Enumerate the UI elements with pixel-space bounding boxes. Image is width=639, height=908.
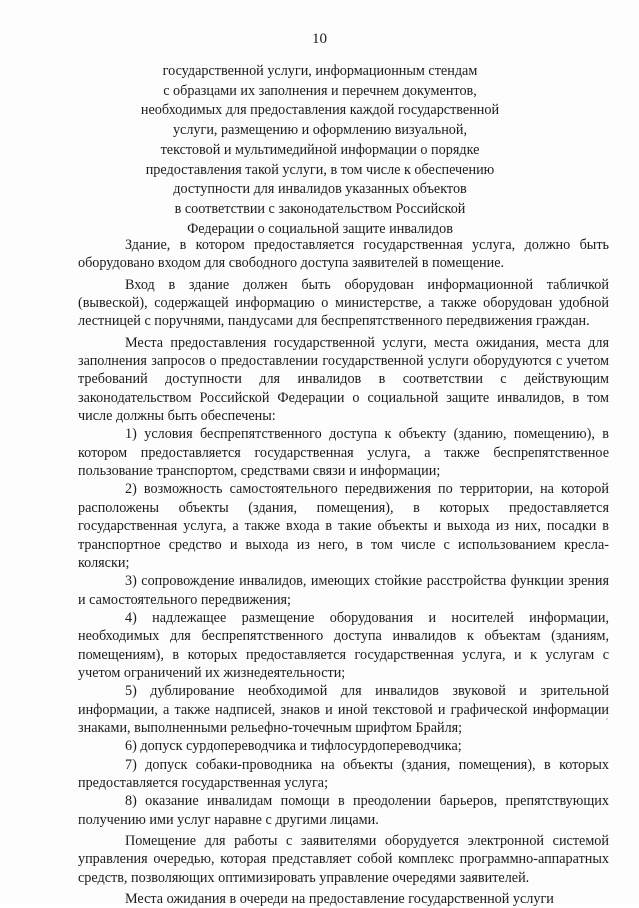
list-item-6: 6) допуск сурдопереводчика и тифлосурдопереводчика; [125,738,462,755]
list-item-2: 2) возможность самостоятельного передвижения по территории, на которой расположены объекты (здания, помещения), в которых предоставляется государственная услуга, а также входа в такие объекты и выхода из них, посадки в транспортное средство и выхода из него, в том числе с использованием кресла-коляски; [78,481,609,571]
scan-speck [606,718,608,720]
heading-line: с образцами их заполнения и перечнем документов, [163,82,477,99]
list-item-7: 7) допуск собаки-проводника на объекты (здания, помещения), в которых предоставляется государственная услуга; [78,756,609,791]
list-item-8: 8) оказание инвалидам помощи в преодолении барьеров, препятствующих получению ими услуг наравне с другими лицами. [78,793,609,828]
scan-speck [596,578,599,581]
list-item-3: 3) сопровождение инвалидов, имеющих стойкие расстройства функции зрения и самостоятельного передвижения; [78,573,609,608]
list-item-5: 5) дублирование необходимой для инвалидов звуковой и зрительной информации, а также надписей, знаков и иной текстовой и графической информации знаками, выполненными рельефно-точечным шрифтом Брайля; [78,683,609,736]
page-number: 10 [312,31,327,47]
paragraph-accessibility-requirements: Места предоставления государственной услуги, места ожидания, места для заполнения запросов о предоставлении государственной услуги оборудуются с учетом требований доступности для инвалидов в соответствии с действующим законодательством Российской Федерации о социальной защите инвалидов, в том числе должны быть обеспечены: [78,334,609,425]
paragraph-entrance-signage: Вход в здание должен быть оборудован информационной табличкой (вывеской), содержащей информацию о министерстве, а также оборудован удобной лестницей с поручнями, пандусами для беспрепятственного передвижения граждан. [78,276,609,330]
list-item-1: 1) условия беспрепятственного доступа к объекту (зданию, помещению), в котором предоставляется государственная услуга, а также беспрепятственное пользование транспортом, средствами связи и информации; [78,426,609,480]
heading-line: в соответствии с законодательством Российской [174,200,466,217]
heading-line: доступности для инвалидов указанных объектов [173,181,467,198]
heading-line: текстовой и мультимедийной информации о порядке [160,141,480,158]
heading-line: услуги, размещению и оформлению визуальной, [172,122,468,139]
heading-line: государственной услуги, информационным стендам [162,63,478,79]
section-heading [60,62,580,239]
heading-line: предоставления такой услуги, в том числе к обеспечению [145,161,495,178]
paragraph-building-entrance: Здание, в котором предоставляется государственная услуга, должно быть оборудовано входом для свободного доступа заявителей в помещение. [78,237,609,272]
heading-line: необходимых для предоставления каждой государственной [140,102,500,119]
heading-line: Федерации о социальной защите инвалидов [187,220,453,237]
document-body [78,236,609,908]
list-item-4: 4) надлежащее размещение оборудования и носителей информации, необходимых для беспрепятственного доступа инвалидов к объектам (зданиям, помещениям), в которых предоставляется государственная услуга, и к услугам с учетом ограничений их жизнедеятельности; [78,609,609,681]
paragraph-waiting-area: Места ожидания в очереди на предоставление государственной услуги [125,891,554,908]
paragraph-queue-system: Помещение для работы с заявителями оборудуется электронной системой управления очередью, которая представляет собой комплекс программно-аппаратных средств, позволяющих оптимизировать управление очередями заявителей. [78,833,609,886]
